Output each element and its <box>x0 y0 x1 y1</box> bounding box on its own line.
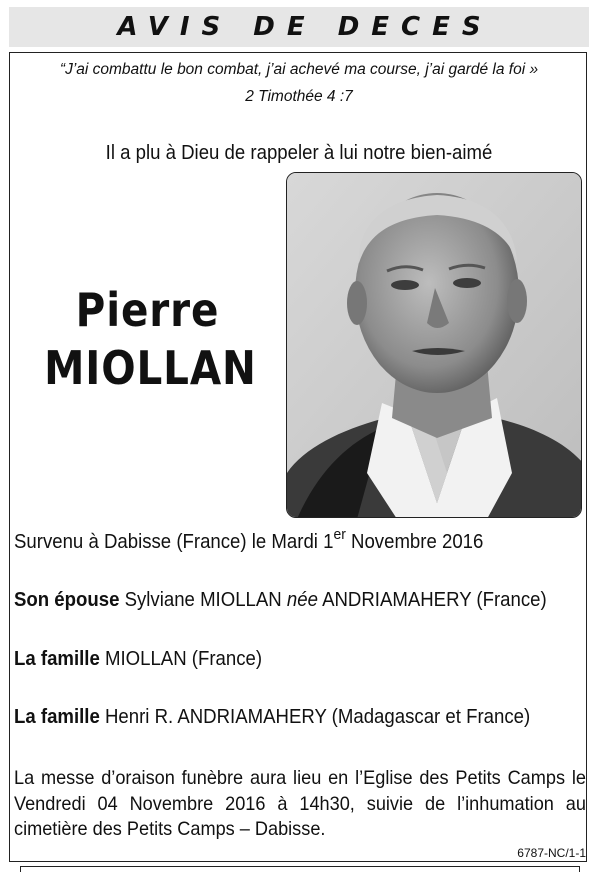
family-text-2: Henri R. ANDRIAMAHERY (Madagascar et France) <box>99 706 531 728</box>
deceased-line <box>14 526 546 554</box>
spouse-nee: née <box>286 589 318 611</box>
ordinal-suffix: er <box>333 526 346 543</box>
family-line-1 <box>14 648 546 671</box>
bottom-border <box>20 866 580 872</box>
page-title: AVIS DE DECES <box>117 12 493 42</box>
family-text-1: MIOLLAN (France) <box>99 648 263 670</box>
reference-code: 6787-NC/1-1 <box>517 846 586 860</box>
verse-reference: 2 Timothée 4 :7 <box>245 88 353 105</box>
spouse-label: Son épouse <box>14 589 120 611</box>
spouse-name: Sylviane MIOLLAN <box>119 589 287 611</box>
spouse-line <box>14 589 546 612</box>
last-name: MIOLLAN <box>44 341 257 395</box>
intro-text: Il a plu à Dieu de rappeler à lui notre bien-aimé <box>105 142 493 164</box>
ceremony-text: La messe d’oraison funèbre aura lieu en l’Eglise des Petits Camps le Vendredi 04 Novembre 2016 à 14h30, suivie de l’inhumation au cimetière des Petits Camps – Dabisse. <box>14 767 586 840</box>
first-name: Pierre <box>75 283 220 337</box>
family-label-1: La famille <box>14 648 100 670</box>
spouse-maiden-name: ANDRIAMAHERY (France) <box>317 589 547 611</box>
family-line-2 <box>14 706 546 729</box>
verse-quote: “J’ai combattu le bon combat, j’ai achevé ma course, j’ai gardé la foi » <box>59 61 539 78</box>
deceased-line-suffix: Novembre 2016 <box>345 531 484 553</box>
header-bar <box>9 7 589 47</box>
deceased-line-prefix: Survenu à Dabisse (France) le Mardi 1 <box>14 531 334 553</box>
portrait-photo <box>286 172 582 518</box>
family-label-2: La famille <box>14 706 100 728</box>
